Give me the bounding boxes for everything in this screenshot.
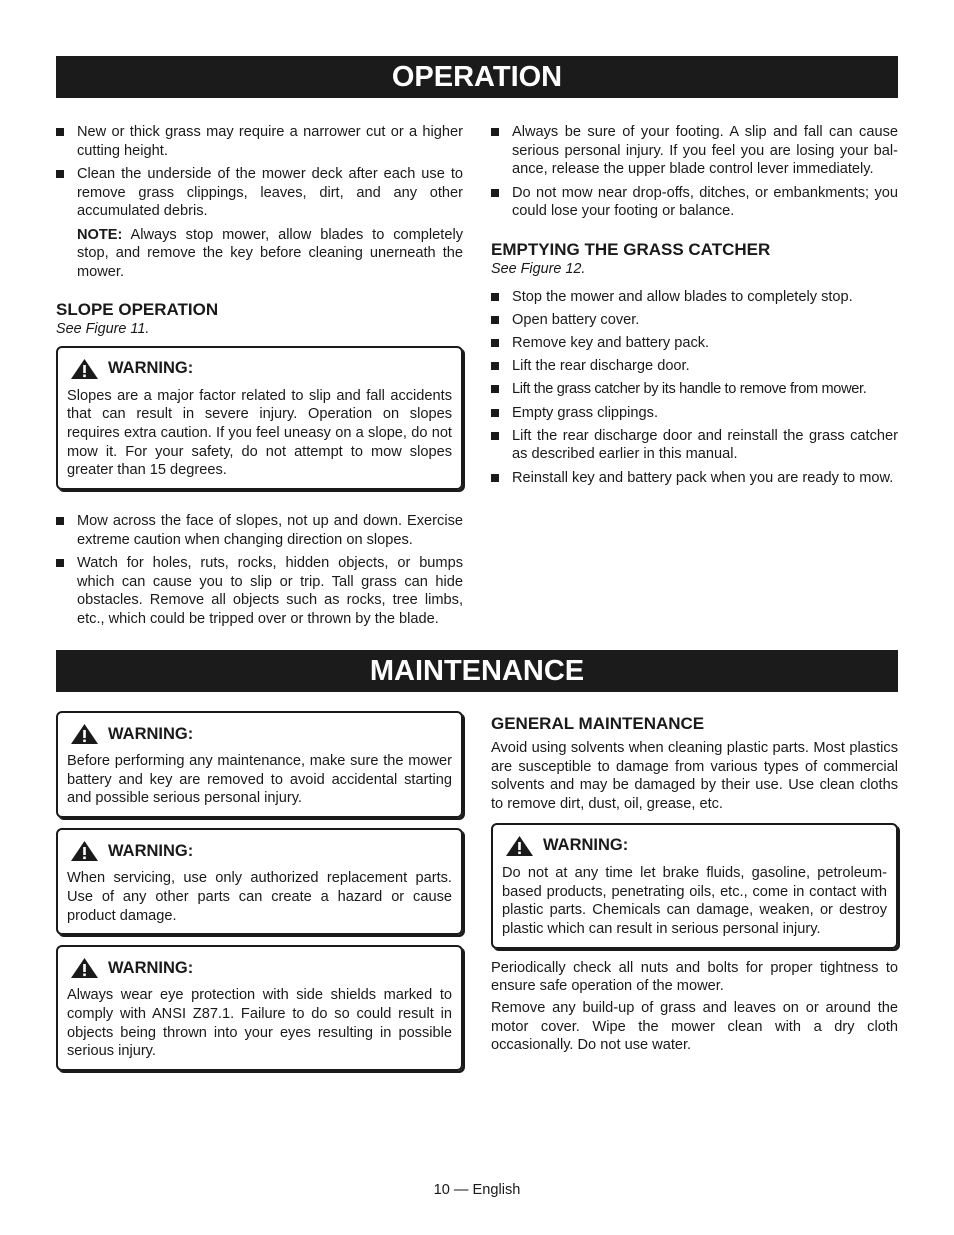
list-item: Watch for holes, ruts, rocks, hidden objects, or bumps which can cause you to slip or trip. Tall grass can hide obstacles. Remove all objects such as rocks, tree limbs, etc., which could be tripped over or thrown by the blade.	[56, 554, 463, 629]
page-footer: 10 — English	[433, 1182, 521, 1198]
square-bullet-icon	[491, 293, 499, 301]
figure-reference: See Figure 12.	[491, 260, 586, 277]
maintenance-heading: MAINTENANCE	[56, 650, 898, 692]
list-item: Open battery cover.	[491, 311, 898, 330]
list-item: Stop the mower and allow blades to completely stop.	[491, 288, 898, 307]
general-maintenance-heading: GENERAL MAINTENANCE	[491, 714, 705, 733]
square-bullet-icon	[56, 517, 64, 525]
square-bullet-icon	[56, 128, 64, 136]
square-bullet-icon	[491, 432, 499, 440]
warning-triangle-icon	[505, 835, 534, 857]
square-bullet-icon	[491, 339, 499, 347]
note-paragraph: NOTE: Always stop mower, allow blades to completely stop, and remove the key before cleaning unerneath the mower.	[77, 226, 463, 280]
operation-bullets-top	[56, 123, 463, 221]
square-bullet-icon	[491, 316, 499, 324]
maintenance-right-column	[491, 714, 898, 1055]
list-item: Always be sure of your footing. A slip and fall can cause serious personal injury. If you feel you are losing your bal-ance, release the upper blade control lever immediately.	[491, 123, 898, 179]
operation-right-column	[491, 123, 898, 492]
square-bullet-icon	[56, 170, 64, 178]
list-item: Mow across the face of slopes, not up and down. Exercise extreme caution when changing direction on slopes.	[56, 512, 463, 549]
list-item: Remove key and battery pack.	[491, 334, 898, 353]
warning-text: When servicing, use only authorized replacement parts. Use of any other parts can create a hazard or cause product damage.	[67, 870, 452, 924]
warning-text: Do not at any time let brake fluids, gasoline, petroleum-based products, penetrating oils, etc., come in contact with plastic parts. Chemicals can damage, weaken, or destroy plastic which can result in serious personal injury.	[502, 864, 887, 937]
grass-catcher-heading: EMPTYING THE GRASS CATCHER	[491, 239, 771, 259]
list-item: Empty grass clippings.	[491, 404, 898, 423]
square-bullet-icon	[491, 189, 499, 197]
warning-box	[56, 346, 463, 491]
operation-bullets-bottom	[56, 512, 463, 629]
warning-label: WARNING:	[108, 958, 194, 977]
warning-triangle-icon	[70, 723, 99, 745]
grass-catcher-steps	[491, 288, 898, 488]
warning-label: WARNING:	[108, 359, 194, 378]
square-bullet-icon	[491, 128, 499, 136]
general-maintenance-text: Avoid using solvents when cleaning plastic parts. Most plastics are susceptible to damage from various types of commercial solvents and may be damaged by their use. Use clean cloths to remove dirt, dust, oil, grease, etc.	[491, 740, 898, 813]
warning-box	[491, 823, 898, 949]
slope-operation-heading: SLOPE OPERATION	[56, 299, 219, 319]
operation-heading: OPERATION	[56, 56, 898, 98]
warning-box	[56, 828, 463, 935]
list-item: Reinstall key and battery pack when you are ready to mow.	[491, 469, 898, 488]
warning-label: WARNING:	[108, 841, 194, 860]
warning-triangle-icon	[70, 840, 99, 862]
operation-left-column	[56, 123, 463, 633]
warning-box	[56, 711, 463, 818]
cleaning-paragraph: Remove any build-up of grass and leaves on or around the motor cover. Wipe the mower clean with a dry cloth occasionally. Do not use water.	[491, 1000, 898, 1054]
warning-label: WARNING:	[108, 724, 194, 743]
nuts-bolts-paragraph: Periodically check all nuts and bolts for proper tightness to ensure safe operation of the mower.	[491, 959, 898, 995]
list-item: New or thick grass may require a narrower cut or a higher cutting height.	[56, 123, 463, 160]
square-bullet-icon	[491, 362, 499, 370]
figure-reference: See Figure 11.	[56, 320, 150, 337]
list-item: Lift the grass catcher by its handle to remove from mower.	[491, 380, 898, 399]
warning-box	[56, 945, 463, 1071]
list-item: Do not mow near drop-offs, ditches, or embankments; you could lose your footing or balance.	[491, 184, 898, 221]
warning-triangle-icon	[70, 358, 99, 380]
warning-text: Before performing any maintenance, make sure the mower battery and key are removed to avoid accidental starting and possible serious personal injury.	[67, 753, 452, 807]
list-item: Lift the rear discharge door and reinstall the grass catcher as described earlier in this manual.	[491, 427, 898, 464]
warning-label: WARNING:	[543, 836, 629, 855]
maintenance-left-column	[56, 711, 463, 1071]
square-bullet-icon	[491, 474, 499, 482]
warning-text: Slopes are a major factor related to slip and fall accidents that can result in severe injury. Operation on slopes requires extra caution. If you feel uneasy on a slope, do not mow it. For your safety, do not attempt to mow slopes greater than 15 degrees.	[67, 387, 452, 479]
operation-right-bullets	[491, 123, 898, 221]
list-item: Clean the underside of the mower deck after each use to remove grass clippings, leaves, dirt, and any other accumulated debris.	[56, 165, 463, 221]
square-bullet-icon	[56, 559, 64, 567]
square-bullet-icon	[491, 409, 499, 417]
warning-triangle-icon	[70, 957, 99, 979]
list-item: Lift the rear discharge door.	[491, 357, 898, 376]
square-bullet-icon	[491, 385, 499, 393]
warning-text: Always wear eye protection with side shields marked to comply with ANSI Z87.1. Failure to do so could result in objects being thrown into your eyes resulting in possible serious injury.	[67, 987, 452, 1060]
